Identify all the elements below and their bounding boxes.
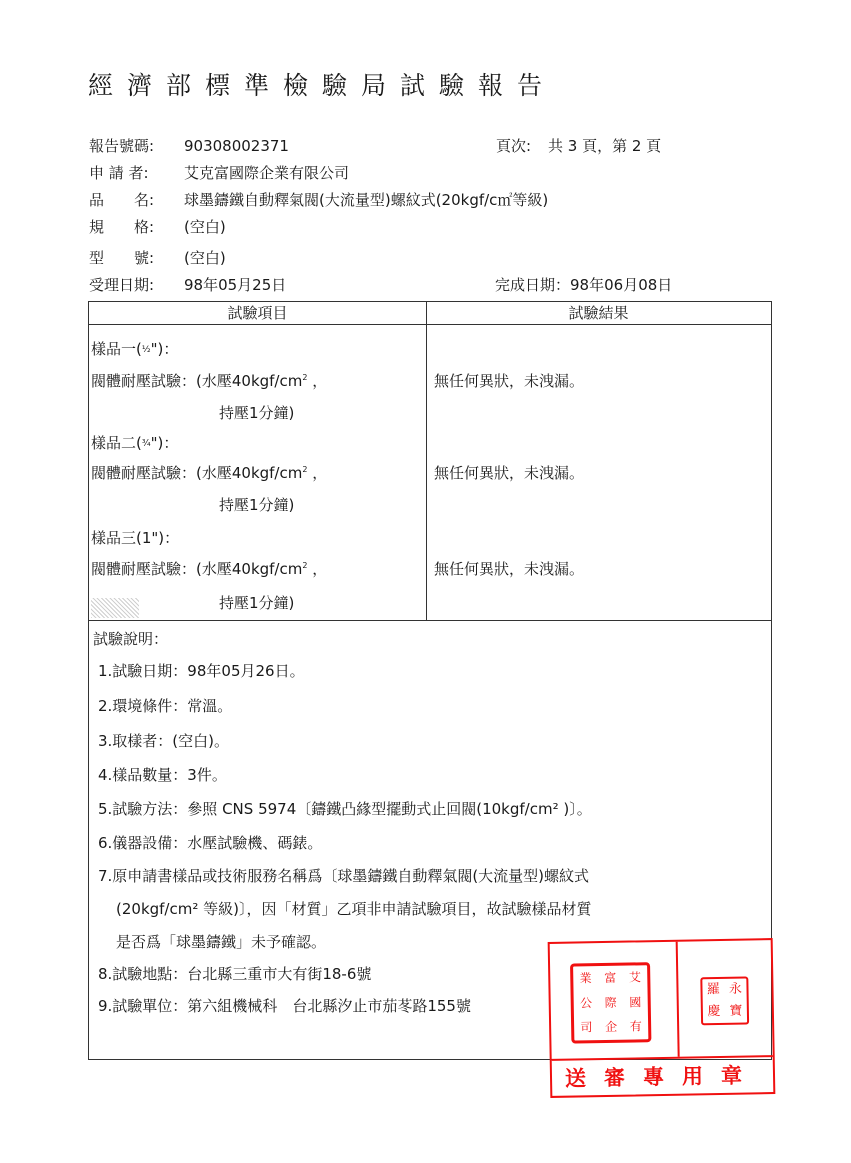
sample-3-hold: 持壓1分鐘): [219, 594, 295, 612]
sample-1-hold: 持壓1分鐘): [219, 404, 295, 422]
spec-row: [89, 216, 226, 237]
sample-3-test: 閥體耐壓試驗：(水壓$40kgf/cm^2$ ，: [91, 560, 328, 578]
applicant-label: 申 請 者:: [89, 164, 149, 182]
column-header-result: 試驗結果: [568, 304, 629, 322]
completed-date: 98年06月08日: [570, 276, 673, 294]
report-number: 90308002371: [184, 137, 289, 155]
note-item-8: 8.試驗地點：台北縣三重市大有街18-6號: [98, 965, 372, 983]
report-number-row: [89, 135, 289, 156]
received-date: 98年05月25日: [184, 276, 287, 294]
completed-date-label: 完成日期：: [495, 276, 571, 294]
notes-heading: 試驗說明：: [93, 630, 169, 648]
model-label: 型 號:: [89, 249, 155, 267]
sample-2-name: 樣品二(¾")：: [91, 434, 179, 452]
stamp-label: 送審專用章: [564, 1062, 761, 1091]
model-row: [89, 247, 226, 268]
sample-2-result: 無任何異狀，未洩漏。: [434, 464, 585, 482]
model-value: (空白): [184, 249, 226, 267]
note-item-5: 5.試驗方法：參照 CNS 5974〔鑄鐵凸緣型擺動式止回閥(10kgf/cm² )〕。: [98, 800, 592, 818]
product-name: 球墨鑄鐵自動釋氣閥(大流量型)螺紋式(20kgf/c㎡等級): [184, 191, 549, 209]
sample-1-test: 閥體耐壓試驗：(水壓$40kgf/cm^2$ ，: [91, 372, 328, 390]
company-seal-icon: 業 富 艾 公 際 國 司 企 有: [570, 962, 651, 1043]
notes-divider: [89, 620, 771, 621]
received-date-row: [89, 274, 286, 295]
note-item-7: 7.原申請書樣品或技術服務名稱爲〔球墨鑄鐵自動釋氣閥(大流量型)螺紋式: [98, 867, 590, 885]
product-row: [89, 189, 548, 210]
scan-smudge: [91, 598, 139, 618]
spec-value: (空白): [184, 218, 226, 236]
applicant: 艾克富國際企業有限公司: [184, 164, 350, 182]
received-date-label: 受理日期:: [89, 276, 155, 294]
column-divider: [426, 302, 427, 621]
sample-1-result: 無任何異狀，未洩漏。: [434, 372, 585, 390]
applicant-row: [89, 162, 349, 183]
note-item-3: 3.取樣者：(空白)。: [98, 732, 230, 750]
sample-3-result: 無任何異狀，未洩漏。: [434, 560, 585, 578]
note-item-7-cont-1: (20kgf/cm² 等級)〕，因「材質」乙項非申請試驗項目，故試驗樣品材質: [116, 900, 592, 918]
sample-3-name: 樣品三(1")：: [91, 529, 180, 547]
note-item-7-cont-2: 是否爲「球墨鑄鐵」未予確認。: [116, 933, 327, 951]
submission-stamp: [548, 938, 776, 1098]
product-label: 品 名:: [89, 191, 155, 209]
page-indicator: [496, 135, 661, 156]
report-title: 經濟部標準檢驗局試驗報告: [88, 71, 557, 100]
completed-date-row: [495, 274, 672, 295]
report-number-label: 報告號碼:: [89, 137, 155, 155]
sample-2-hold: 持壓1分鐘): [219, 496, 295, 514]
note-item-1: 1.試驗日期：98年05月26日。: [98, 662, 305, 680]
sample-2-test: 閥體耐壓試驗：(水壓$40kgf/cm^2$ ，: [91, 464, 328, 482]
personal-seal-icon: 羅 永 慶 寶: [700, 976, 749, 1025]
sample-1-name: 樣品一(½")：: [91, 340, 179, 358]
header-divider: [89, 324, 771, 325]
note-item-9: 9.試驗單位：第六組機械科 台北縣汐止市茄苳路155號: [98, 997, 471, 1015]
page-value: 共 3 頁，第 2 頁: [548, 137, 662, 155]
note-item-2: 2.環境條件：常溫。: [98, 697, 233, 715]
column-header-item: 試驗項目: [227, 304, 288, 322]
spec-label: 規 格:: [89, 218, 155, 236]
note-item-4: 4.樣品數量：3件。: [98, 766, 227, 784]
note-item-6: 6.儀器設備：水壓試驗機、碼錶。: [98, 834, 323, 852]
page-label: 頁次:: [496, 137, 532, 155]
